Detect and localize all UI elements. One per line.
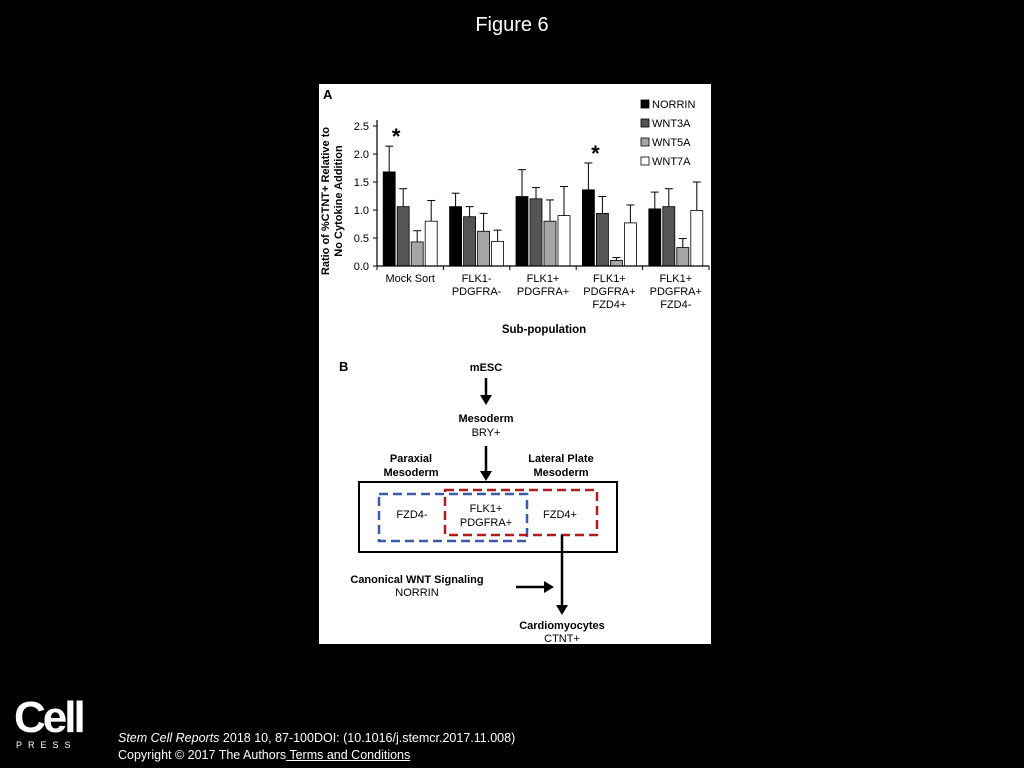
canonical-wnt-label: Canonical WNT Signaling [350,574,484,586]
bar-norrin [649,209,661,266]
node-ctnt: CTNT+ [544,633,580,644]
bar-wnt3a [530,199,542,266]
node-fzd4-minus: FZD4- [396,509,428,521]
y-axis-label-line1: Ratio of %CTNT+ Relative to [320,126,332,276]
chart-legend [641,99,695,168]
copyright [118,748,410,762]
bar-wnt5a [677,248,689,266]
bar-norrin [450,207,462,266]
bar-wnt7a [624,223,636,266]
x-tick-label: PDGFRA+ [516,286,570,298]
x-tick-label: FZD4- [660,299,692,311]
x-tick-label: PDGFRA- [451,286,502,298]
bar-norrin [582,190,594,266]
x-tick-label: PDGFRA+ [649,286,702,298]
legend-label: WNT3A [652,118,691,130]
bar-norrin [383,172,395,266]
significance-marker: * [591,140,600,166]
bar-wnt3a [663,207,675,266]
bar-wnt5a [610,260,622,266]
lateral-label-2: Mesoderm [533,467,589,479]
legend-swatch [641,119,649,127]
arrowhead-icon [480,471,492,481]
lateral-label-1: Lateral Plate [528,453,594,465]
bar-wnt7a [425,221,437,266]
legend-label: NORRIN [652,99,696,111]
x-tick-label: FLK1+ [593,273,626,285]
node-flk1: FLK1+ [469,503,503,515]
y-tick-label: 2.0 [353,149,369,161]
bar-wnt5a [478,231,490,266]
x-tick-label: FLK1+ [659,273,693,285]
x-tick-label: FZD4+ [592,299,627,311]
bar-wnt3a [596,213,608,266]
arrowhead-icon [556,605,568,615]
figure-panel [319,84,711,644]
panel-b-label: B [339,359,349,374]
y-tick-label: 1.5 [353,177,369,189]
paraxial-label-1: Paraxial [389,453,433,465]
significance-marker: * [391,124,401,150]
node-mesoderm: Mesoderm [458,413,514,425]
journal-name: Stem Cell Reports [118,731,220,745]
cell-press-logo [14,693,86,750]
bar-wnt5a [544,221,556,266]
norrin-label: NORRIN [395,587,439,599]
logo-word: Cell [14,693,83,742]
figure-svg [319,84,711,644]
copyright-text: Copyright © 2017 The Authors [118,748,287,762]
node-mesc: mESC [469,362,503,374]
y-tick-label: 0.0 [353,261,369,273]
panel-a-label: A [323,87,333,102]
bar-wnt7a [558,216,570,266]
legend-label: WNT5A [652,137,691,149]
x-tick-label: Mock Sort [385,273,435,285]
legend-swatch [641,100,649,108]
node-bry: BRY+ [471,427,501,439]
y-tick-label: 2.5 [353,121,369,133]
node-pdgfra: PDGFRA+ [459,517,513,529]
x-tick-label: PDGFRA+ [583,286,636,298]
bar-wnt7a [691,211,703,266]
terms-link[interactable]: Terms and Conditions [286,748,411,762]
bar-norrin [516,197,528,266]
y-axis-label-line2: No Cytokine Addition [333,145,345,257]
y-tick-label: 1.0 [353,205,369,217]
legend-swatch [641,157,649,165]
y-tick-label: 0.5 [353,233,369,245]
node-fzd4-plus: FZD4+ [543,509,577,521]
x-tick-label: FLK1- [461,273,492,285]
arrowhead-icon [544,581,554,593]
bar-wnt7a [492,241,504,266]
citation-details: 2018 10, 87-100DOI: (10.1016/j.stemcr.2017.11.008) [219,731,516,745]
bar-wnt5a [411,242,423,266]
slide-title: Figure 6 [475,14,549,36]
bar-chart [354,99,709,311]
node-cardiomyocytes: Cardiomyocytes [519,620,605,632]
legend-label: WNT7A [652,156,691,168]
legend-swatch [641,138,649,146]
x-tick-label: FLK1+ [526,273,560,285]
citation [118,731,515,745]
bar-wnt3a [464,217,476,266]
logo-sub: PRESS [16,740,77,750]
x-axis-label: Sub-population [501,324,587,336]
arrowhead-icon [480,395,492,405]
paraxial-label-2: Mesoderm [383,467,439,479]
bar-wnt3a [397,207,409,266]
